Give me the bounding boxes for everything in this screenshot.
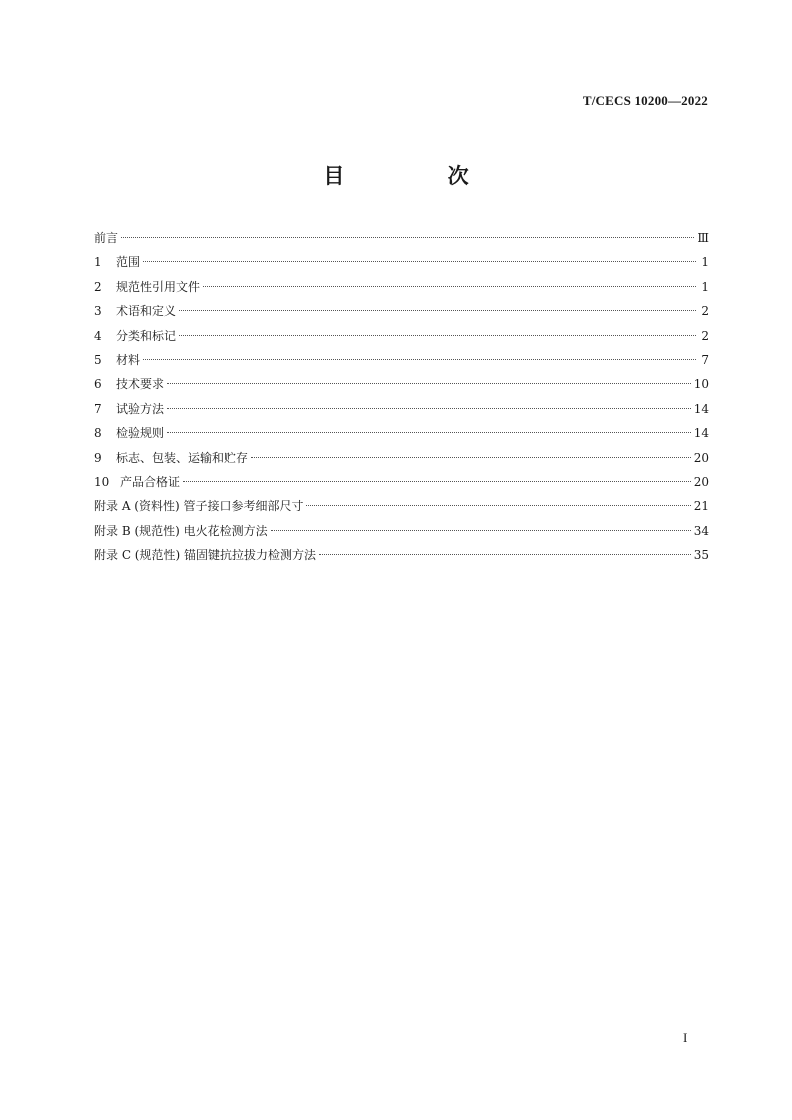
toc-entry-page: 35 bbox=[693, 548, 709, 563]
toc-entry-3[interactable] bbox=[94, 299, 709, 323]
toc-entry-page: 20 bbox=[693, 450, 709, 465]
toc-dot-leader bbox=[167, 432, 691, 433]
toc-entry-2[interactable] bbox=[94, 275, 709, 299]
toc-dot-leader bbox=[143, 261, 696, 262]
toc-entry-5[interactable] bbox=[94, 348, 709, 372]
toc-entry-7[interactable] bbox=[94, 397, 709, 421]
toc-entry-page: 21 bbox=[693, 499, 709, 514]
toc-entry-number: 5 bbox=[94, 352, 102, 367]
toc-entry-8[interactable] bbox=[94, 421, 709, 445]
toc-entry-page: 2 bbox=[701, 328, 709, 343]
toc-entry-appendix-a[interactable] bbox=[94, 494, 709, 518]
toc-entry-page: 34 bbox=[693, 523, 709, 538]
toc-entry-label: 术语和定义 bbox=[116, 304, 177, 319]
toc-entry-number: 1 bbox=[94, 255, 102, 270]
toc-entry-number: 4 bbox=[94, 328, 102, 343]
toc-entry-page: 14 bbox=[693, 401, 709, 416]
toc-dot-leader bbox=[167, 408, 691, 409]
toc-entry-page: 14 bbox=[693, 426, 709, 441]
toc-entry-label: 附录 A (资料性) 管子接口参考细部尺寸 bbox=[94, 499, 304, 514]
toc-entry-label: 规范性引用文件 bbox=[116, 279, 201, 294]
toc-dot-leader bbox=[167, 383, 691, 384]
toc-entry-appendix-b[interactable] bbox=[94, 519, 709, 543]
toc-entry-label: 附录 B (规范性) 电火花检测方法 bbox=[94, 523, 268, 538]
toc-entry-label: 技术要求 bbox=[116, 377, 165, 392]
toc-entry-number: 2 bbox=[94, 279, 102, 294]
toc-entry-label: 标志、包装、运输和贮存 bbox=[116, 450, 249, 465]
table-of-contents bbox=[94, 226, 709, 567]
toc-entry-9[interactable] bbox=[94, 446, 709, 470]
toc-dot-leader bbox=[121, 237, 694, 238]
page-number: I bbox=[683, 1030, 688, 1045]
standard-code: T/CECS 10200—2022 bbox=[582, 93, 708, 108]
toc-entry-number: 7 bbox=[94, 401, 102, 416]
toc-entry-appendix-c[interactable] bbox=[94, 543, 709, 567]
toc-entry-label: 材料 bbox=[116, 352, 141, 367]
toc-entry-1[interactable] bbox=[94, 250, 709, 274]
toc-entry-page: 1 bbox=[701, 255, 709, 270]
toc-entry-page: 10 bbox=[693, 377, 709, 392]
toc-dot-leader bbox=[143, 359, 696, 360]
toc-entry-page: 7 bbox=[701, 352, 709, 367]
toc-dot-leader bbox=[183, 481, 691, 482]
toc-entry-label: 检验规则 bbox=[116, 426, 165, 441]
toc-dot-leader bbox=[271, 530, 691, 531]
toc-entry-foreword[interactable] bbox=[94, 226, 709, 250]
toc-entry-label: 产品合格证 bbox=[120, 474, 181, 489]
toc-entry-6[interactable] bbox=[94, 372, 709, 396]
toc-entry-label: 分类和标记 bbox=[116, 328, 177, 343]
toc-entry-label: 试验方法 bbox=[116, 401, 165, 416]
toc-entry-number: 8 bbox=[94, 426, 102, 441]
toc-entry-label: 附录 C (规范性) 锚固键抗拉拔力检测方法 bbox=[94, 548, 316, 563]
toc-dot-leader bbox=[319, 554, 691, 555]
toc-entry-number: 10 bbox=[94, 474, 110, 489]
page-title: 目 次 bbox=[323, 164, 517, 188]
toc-entry-page: 1 bbox=[701, 279, 709, 294]
toc-dot-leader bbox=[203, 286, 696, 287]
toc-entry-4[interactable] bbox=[94, 324, 709, 348]
toc-dot-leader bbox=[306, 505, 690, 506]
toc-entry-number: 6 bbox=[94, 377, 102, 392]
toc-entry-10[interactable] bbox=[94, 470, 709, 494]
toc-entry-number: 3 bbox=[94, 304, 102, 319]
toc-dot-leader bbox=[251, 457, 691, 458]
toc-dot-leader bbox=[179, 310, 696, 311]
toc-entry-page: 2 bbox=[701, 304, 709, 319]
toc-entry-page: 20 bbox=[693, 474, 709, 489]
toc-dot-leader bbox=[179, 335, 696, 336]
toc-entry-page: Ⅲ bbox=[697, 231, 709, 245]
toc-entry-label: 范围 bbox=[116, 255, 141, 270]
toc-entry-label: 前言 bbox=[94, 231, 119, 245]
toc-entry-number: 9 bbox=[94, 450, 102, 465]
